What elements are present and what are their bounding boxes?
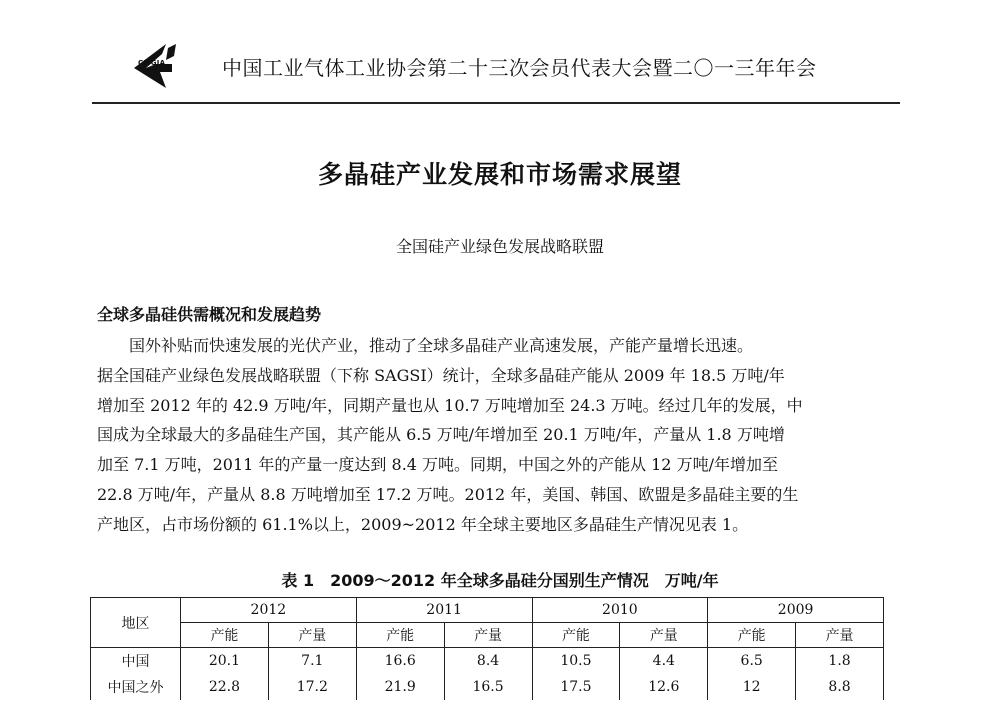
table-row (91, 648, 884, 675)
paragraph-line: 22.8 万吨/年，产量从 8.8 万吨增加至 17.2 万吨。2012 年，美国、韩国、欧盟是多晶硅主要的生 (97, 484, 799, 504)
capacity-header: 产能 (356, 623, 444, 648)
value-cell: 6.5 (708, 648, 796, 675)
table-header-row (91, 598, 884, 623)
capacity-header: 产能 (181, 623, 269, 648)
capacity-header: 产能 (708, 623, 796, 648)
table-row (91, 674, 884, 700)
paragraph-line: 增加至 2012 年的 42.9 万吨/年，同期产量也从 10.7 万吨增加至 24.3 万吨。经过几年的发展，中 (97, 395, 803, 415)
value-cell: 10.5 (532, 648, 620, 675)
capacity-header: 产能 (532, 623, 620, 648)
output-header: 产量 (796, 623, 884, 648)
paragraph-line: 国外补贴而快速发展的光伏产业，推动了全球多晶硅产业高速发展，产能产量增长迅速。 (97, 336, 754, 355)
value-cell: 17.2 (268, 674, 356, 700)
document-title: 多晶硅产业发展和市场需求展望 (317, 160, 682, 189)
paragraph-line: 产地区，占市场份额的 61.1%以上，2009~2012 年全球主要地区多晶硅生产情况见表 1。 (97, 514, 749, 534)
value-cell: 1.8 (796, 648, 884, 675)
year-header: 2012 (181, 598, 357, 623)
output-header: 产量 (620, 623, 708, 648)
year-header: 2009 (708, 598, 884, 623)
table-caption: 表 1 2009～2012 年全球多晶硅分国别生产情况 万吨/年 (281, 571, 719, 590)
value-cell: 16.5 (444, 674, 532, 700)
value-cell: 17.5 (532, 674, 620, 700)
section-heading: 全球多晶硅供需概况和发展趋势 (97, 305, 322, 324)
paragraph-line: 加至 7.1 万吨，2011 年的产量一度达到 8.4 万吨。同期，中国之外的产能从 12 万吨/年增加至 (97, 455, 778, 475)
value-cell: 12.6 (620, 674, 708, 700)
header-title: 中国工业气体工业协会第二十三次会员代表大会暨二〇一三年年会 (222, 56, 817, 80)
body-paragraph (97, 331, 903, 540)
value-cell: 20.1 (181, 648, 269, 675)
production-table (90, 597, 884, 700)
value-cell: 7.1 (268, 648, 356, 675)
document-author: 全国硅产业绿色发展战略联盟 (395, 237, 604, 256)
page-header (92, 30, 900, 104)
paragraph-line: 据全国硅产业绿色发展战略联盟（下称 SAGSI）统计，全球多晶硅产能从 2009 年 18.5 万吨/年 (97, 365, 785, 385)
logo-label: CMGIA (138, 59, 166, 67)
year-header: 2011 (356, 598, 532, 623)
output-header: 产量 (268, 623, 356, 648)
region-cell: 中国之外 (91, 674, 181, 700)
value-cell: 8.8 (796, 674, 884, 700)
value-cell: 12 (708, 674, 796, 700)
value-cell: 21.9 (356, 674, 444, 700)
year-header: 2010 (532, 598, 708, 623)
output-header: 产量 (444, 623, 532, 648)
value-cell: 8.4 (444, 648, 532, 675)
value-cell: 4.4 (620, 648, 708, 675)
paragraph-line: 国成为全球最大的多晶硅生产国，其产能从 6.5 万吨/年增加至 20.1 万吨/年，产量从 1.8 万吨增 (97, 425, 785, 445)
region-cell: 中国 (91, 648, 181, 675)
value-cell: 16.6 (356, 648, 444, 675)
region-header: 地区 (91, 598, 181, 648)
value-cell: 22.8 (181, 674, 269, 700)
table-subheader-row (91, 623, 884, 648)
